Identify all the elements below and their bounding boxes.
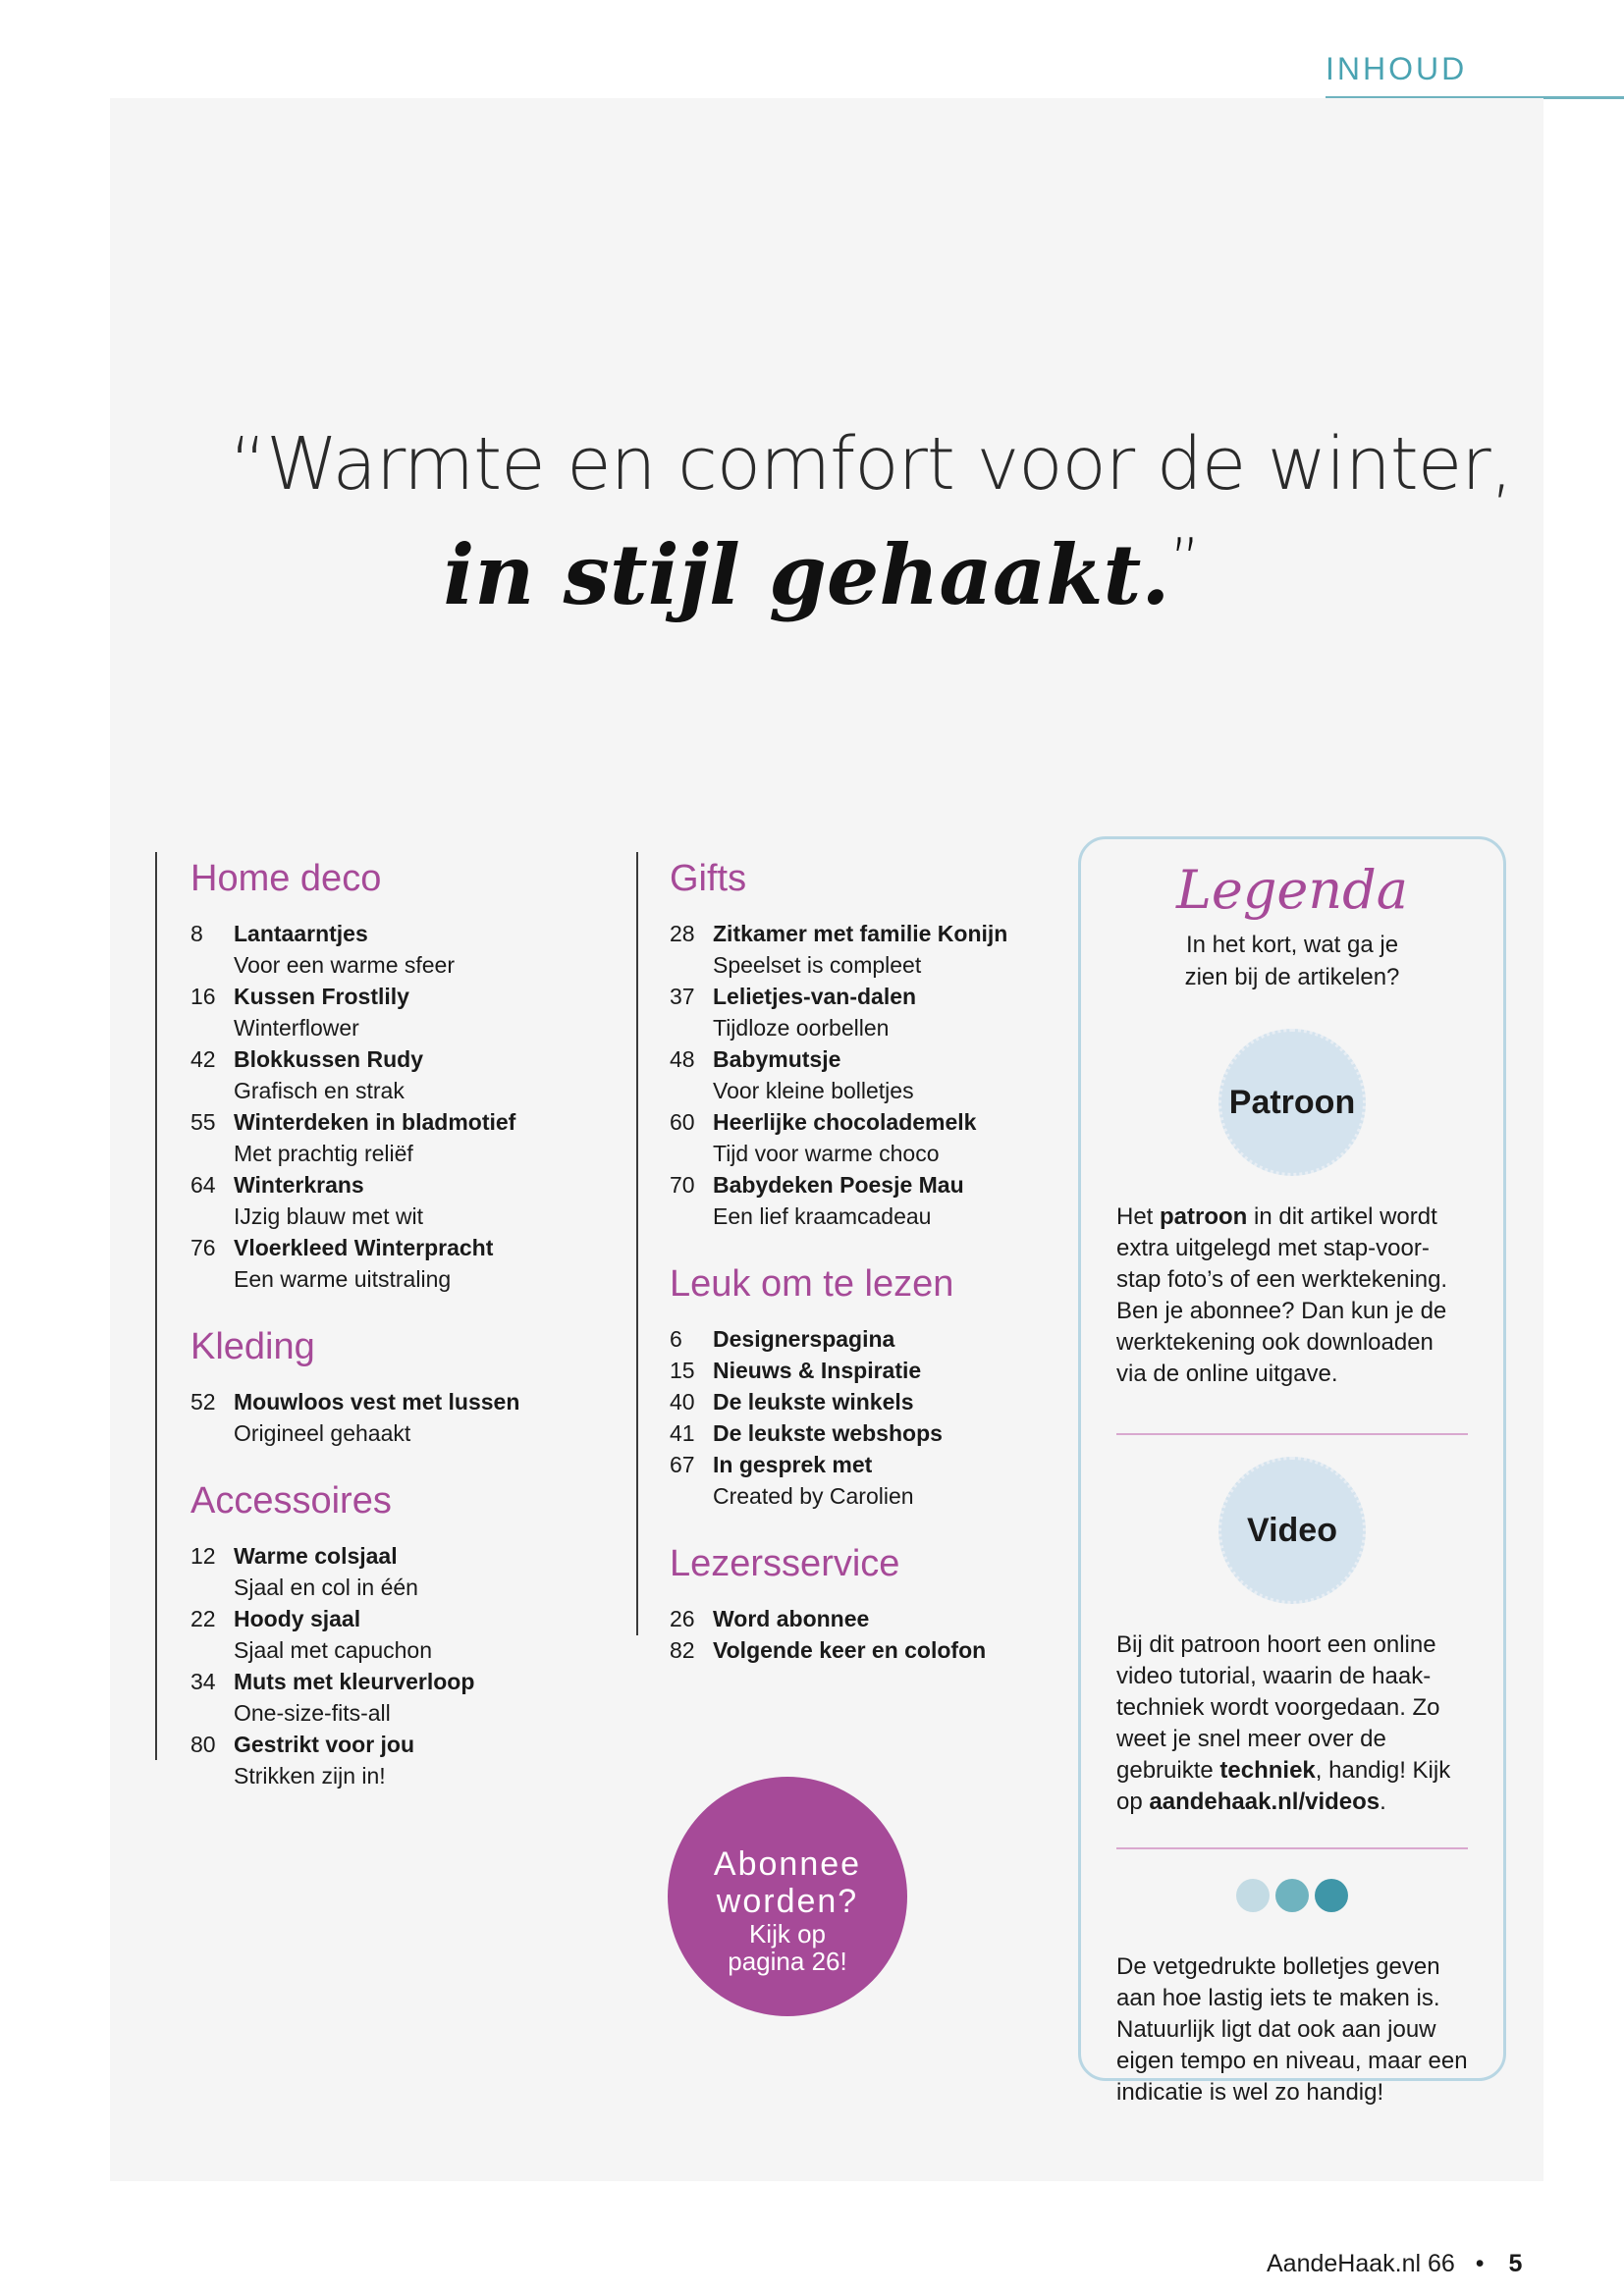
toc-entry-subtitle: Tijd voor warme choco (713, 1141, 940, 1166)
toc-entry[interactable] (670, 1603, 1082, 1634)
toc-entry-body (234, 1232, 623, 1295)
toc-entry-title: De leukste winkels (713, 1389, 914, 1415)
toc-entry-page: 34 (190, 1669, 216, 1694)
patroon-text-2: in dit artikel wordt extra uitgelegd met stap-voor-stap foto’s of een werktekening. Ben je abonnee? Dan kun je de werktekening ook downloaden via de online uitgave. (1116, 1203, 1448, 1387)
toc-entry-page: 28 (670, 921, 695, 946)
toc-entry-body (713, 1323, 1082, 1355)
toc-entry[interactable] (190, 1729, 623, 1791)
toc-column-middle (636, 852, 1082, 1663)
toc-entry-subtitle: Origineel gehaakt (234, 1420, 411, 1446)
toc-entry-page: 8 (190, 921, 203, 946)
category-accessoires: Accessoires (190, 1480, 392, 1522)
category-home-deco: Home deco (190, 858, 382, 899)
subscribe-line-4: pagina 26! (728, 1947, 847, 1976)
toc-entry-body (234, 1386, 623, 1449)
toc-entry-subtitle: Created by Carolien (713, 1483, 914, 1509)
toc-entry[interactable] (190, 1106, 623, 1169)
toc-entry-body (713, 1169, 1082, 1232)
toc-entry-body (713, 1355, 1082, 1386)
subscribe-badge[interactable] (668, 1777, 907, 2016)
toc-entry[interactable] (190, 1232, 623, 1295)
page-footer (1267, 2250, 1522, 2278)
footer-separator: • (1475, 2250, 1485, 2277)
entries-kleding (190, 1386, 623, 1449)
category-kleding: Kleding (190, 1326, 315, 1367)
toc-entry-subtitle: Tijdloze oorbellen (713, 1015, 890, 1041)
toc-entry[interactable] (670, 1169, 1082, 1232)
toc-entry-subtitle: Voor kleine bolletjes (713, 1078, 914, 1103)
toc-entry-page: 64 (190, 1172, 216, 1198)
toc-entry-subtitle: Grafisch en strak (234, 1078, 405, 1103)
toc-entry[interactable] (190, 1540, 623, 1603)
quote-line-1: “Warmte en comfort voor de winter, (229, 422, 1513, 507)
toc-entry[interactable] (670, 1106, 1082, 1169)
subscribe-line-2: worden? (716, 1883, 859, 1920)
video-text-3: . (1380, 1789, 1386, 1815)
toc-entry-page: 41 (670, 1420, 695, 1446)
subscribe-line-3: Kijk op (748, 1919, 827, 1949)
video-text-bold-1: techniek (1219, 1757, 1316, 1784)
toc-entry-subtitle: Met prachtig reliëf (234, 1141, 413, 1166)
toc-entry-body (713, 1603, 1082, 1634)
entries-leuk-om-te-lezen (670, 1323, 1082, 1512)
legend-intro (1081, 929, 1503, 993)
section-label: INHOUD (1326, 51, 1468, 86)
patroon-text-1: Het (1116, 1203, 1161, 1230)
toc-entry[interactable] (670, 981, 1082, 1043)
toc-entry-title: Lantaarntjes (234, 921, 368, 946)
toc-entry-title: Lelietjes-van-dalen (713, 984, 917, 1009)
toc-entry-subtitle: Voor een warme sfeer (234, 952, 456, 978)
toc-entry-page: 70 (670, 1172, 695, 1198)
toc-entry-title: Babydeken Poesje Mau (713, 1172, 964, 1198)
toc-entry-subtitle: One-size-fits-all (234, 1700, 391, 1726)
legend-title: Legenda (1176, 859, 1408, 921)
toc-entry[interactable] (190, 1043, 623, 1106)
legend-intro-line-2: zien bij de artikelen? (1184, 964, 1400, 990)
toc-entry-title: Vloerkleed Winterpracht (234, 1235, 494, 1260)
toc-entry-subtitle: Speelset is compleet (713, 952, 922, 978)
toc-column-left (155, 852, 623, 1789)
entries-gifts (670, 918, 1082, 1232)
toc-entry-body (713, 1106, 1082, 1169)
toc-entry-body (713, 918, 1082, 981)
toc-entry[interactable] (670, 1323, 1082, 1355)
footer-publication: AandeHaak.nl 66 (1267, 2250, 1455, 2277)
toc-entry-page: 60 (670, 1109, 695, 1135)
entries-accessoires (190, 1540, 623, 1791)
toc-entry-page: 6 (670, 1326, 682, 1352)
toc-entry-title: Designerspagina (713, 1326, 895, 1352)
toc-entry[interactable] (190, 918, 623, 981)
toc-entry-title: Babymutsje (713, 1046, 841, 1072)
toc-entry-page: 67 (670, 1452, 695, 1477)
subscribe-line-1: Abonnee (713, 1845, 862, 1883)
toc-entry-page: 80 (190, 1732, 216, 1757)
toc-entry-subtitle: Strikken zijn in! (234, 1763, 386, 1789)
toc-entry-body (234, 1043, 623, 1106)
toc-entry-page: 55 (190, 1109, 216, 1135)
toc-entry-title: Blokkussen Rudy (234, 1046, 423, 1072)
toc-entry-page: 37 (670, 984, 695, 1009)
category-leuk-om-te-lezen: Leuk om te lezen (670, 1263, 954, 1305)
toc-entry-page: 76 (190, 1235, 216, 1260)
quote-line-2 (20, 526, 1624, 623)
toc-entry-page: 82 (670, 1637, 695, 1663)
toc-entry-title: Volgende keer en colofon (713, 1637, 987, 1663)
toc-entry-title: Warme colsjaal (234, 1543, 398, 1569)
toc-entry[interactable] (670, 1449, 1082, 1512)
toc-entry-body (234, 918, 623, 981)
toc-entry-title: Hoody sjaal (234, 1606, 361, 1631)
footer-page-number: 5 (1508, 2250, 1523, 2277)
difficulty-dots (1081, 1879, 1503, 1912)
video-description (1081, 1629, 1503, 1818)
toc-entry-page: 26 (670, 1606, 695, 1631)
toc-entry-subtitle: Sjaal met capuchon (234, 1637, 433, 1663)
toc-entry[interactable] (190, 1603, 623, 1666)
toc-entry-body (713, 1449, 1082, 1512)
legend-intro-line-1: In het kort, wat ga je (1185, 932, 1399, 958)
toc-entry[interactable] (670, 1634, 1082, 1666)
toc-entry-title: Word abonnee (713, 1606, 870, 1631)
toc-entry[interactable] (190, 1666, 623, 1729)
patroon-description (1081, 1201, 1503, 1390)
toc-entry-page: 40 (670, 1389, 695, 1415)
toc-entry-page: 16 (190, 984, 216, 1009)
toc-entry[interactable] (670, 1043, 1082, 1106)
toc-entry-title: Gestrikt voor jou (234, 1732, 415, 1757)
toc-entry-page: 12 (190, 1543, 216, 1569)
toc-entry-body (234, 1729, 623, 1791)
toc-entry-title: Mouwloos vest met lussen (234, 1389, 520, 1415)
toc-entry-subtitle: Sjaal en col in één (234, 1575, 418, 1600)
toc-entry-title: Nieuws & Inspiratie (713, 1358, 922, 1383)
legend-box (1078, 836, 1506, 2106)
toc-entry-subtitle: Een warme uitstraling (234, 1266, 452, 1292)
toc-entry[interactable] (190, 1169, 623, 1232)
toc-entry-body (713, 1386, 1082, 1417)
toc-entry-page: 42 (190, 1046, 216, 1072)
video-text-1: Bij dit patroon hoort een online video tutorial, waarin de haak-techniek wordt voorgedaan. Zo weet je snel meer over de gebruikte (1116, 1631, 1440, 1784)
toc-entry-subtitle: Winterflower (234, 1015, 359, 1041)
toc-entry[interactable] (670, 1355, 1082, 1386)
toc-entry-body (234, 1106, 623, 1169)
toc-entry-title: Winterkrans (234, 1172, 364, 1198)
video-text-bold-2: aandehaak.nl/videos (1149, 1789, 1380, 1815)
toc-entry-body (234, 1169, 623, 1232)
toc-entry-body (234, 981, 623, 1043)
toc-entry-body (713, 981, 1082, 1043)
toc-entry-page: 22 (190, 1606, 216, 1631)
toc-entry-body (234, 1666, 623, 1729)
quote-closing-mark: ” (1169, 526, 1201, 595)
toc-entry-title: Kussen Frostlily (234, 984, 409, 1009)
toc-entry[interactable] (670, 1417, 1082, 1449)
toc-entry[interactable] (190, 981, 623, 1043)
difficulty-description: De vetgedrukte bolletjes geven aan hoe lastig iets te maken is. Natuurlijk ligt dat ook aan jouw eigen tempo en niveau, maar een indicatie is wel zo handig! (1116, 1953, 1468, 2106)
video-badge: Video (1218, 1457, 1366, 1604)
toc-entry[interactable] (670, 918, 1082, 981)
toc-entry-title: De leukste webshops (713, 1420, 943, 1446)
toc-entry-page: 52 (190, 1389, 216, 1415)
toc-entry-body (713, 1043, 1082, 1106)
quote-script-text: in stijl gehaakt. (443, 526, 1170, 623)
category-lezersservice: Lezersservice (670, 1543, 900, 1584)
patroon-badge: Patroon (1218, 1029, 1366, 1176)
toc-entry-body (234, 1540, 623, 1603)
toc-entry-body (234, 1603, 623, 1666)
toc-entry-body (713, 1634, 1082, 1666)
toc-entry-page: 48 (670, 1046, 695, 1072)
difficulty-dot-icon-1 (1236, 1879, 1270, 1912)
toc-entry[interactable] (190, 1386, 623, 1449)
toc-entry-title: Zitkamer met familie Konijn (713, 921, 1008, 946)
category-gifts: Gifts (670, 858, 747, 899)
toc-entry-title: Muts met kleurverloop (234, 1669, 475, 1694)
toc-entry-subtitle: IJzig blauw met wit (234, 1203, 424, 1229)
toc-entry-title: Winterdeken in bladmotief (234, 1109, 516, 1135)
video-text-2: , handig! Kijk op (1116, 1757, 1451, 1815)
toc-entry-body (713, 1417, 1082, 1449)
difficulty-dot-icon-2 (1275, 1879, 1309, 1912)
toc-entry-title: Heerlijke chocolademelk (713, 1109, 977, 1135)
toc-entry[interactable] (670, 1386, 1082, 1417)
entries-lezersservice (670, 1603, 1082, 1666)
toc-entry-title: In gesprek met (713, 1452, 873, 1477)
toc-entry-subtitle: Een lief kraamcadeau (713, 1203, 932, 1229)
toc-entry-page: 15 (670, 1358, 695, 1383)
patroon-text-bold: patroon (1160, 1203, 1248, 1230)
difficulty-dot-icon-3 (1315, 1879, 1348, 1912)
pull-quote (0, 422, 1624, 623)
entries-home-deco (190, 918, 623, 1295)
